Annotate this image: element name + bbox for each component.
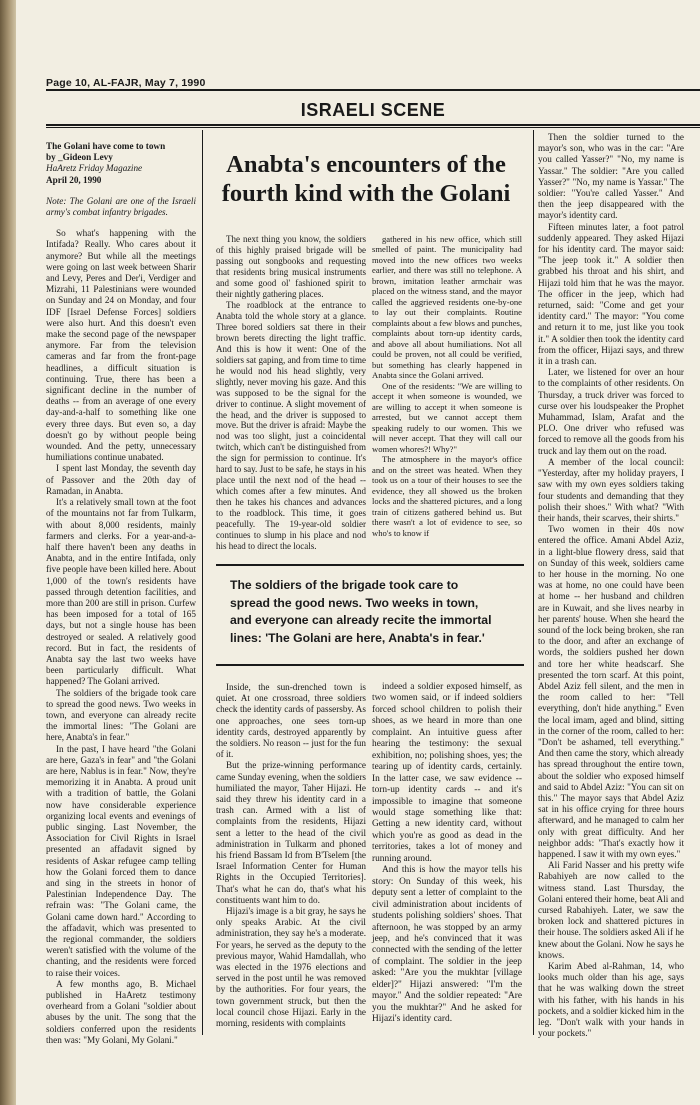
article-paragraph: It's a relatively small town at the foot of the mountains not far from Tulkarm, with about 8,000 residents, mainly farmers and clerks. For a year-and-a-half there haven't been any deaths in Anabta, and in the entire Intifada, only five people have been killed here. About 1,000 of the town's residents have passed through detention facilities, and more than 200 are still in prison. Curfew has been imposed for a total of 165 days, but not a single house has been destroyed or sealed. A relatively good record. But in fact, the residents of Anabta say the last two weeks have been particularly difficult. What happened? The Golani arrived.	[46, 497, 196, 687]
column-2-top	[216, 234, 366, 552]
byline-author: by _Gideon Levy	[46, 152, 113, 163]
article-paragraph: The soldiers of the brigade took care to spread the good news. Two weeks in town, and everyone can already recite the immortal lines: "The Golani are here, Anabta's in fear."	[46, 687, 196, 743]
article-paragraph: So what's happening with the Intifada? Really. Who cares about it anymore? But while all the meetings were going on last week between Sharir and Levy, Peres and Der'i, Verdiger and Mizrahi, 11 Palestinians were wounded on Sunday and 24 on Monday, and four IDF [Israel Defense Forces] soldiers were also hurt. And this doesn't even make the second page of the newspaper anymore. Far from the television cameras and far from the front-page headlines, a difficult situation is continuing. True, there has been a significant decline in the number of deaths -- from an average of one every day-and-a-half to something like one every three days. But even so, a day doesn't go by without people being wounded. And the petty, unnecessary humiliations continue unabated.	[46, 228, 196, 463]
section-title: ISRAELI SCENE	[300, 100, 446, 120]
pull-quote-rule-top	[216, 564, 524, 566]
article-paragraph: Hijazi's image is a bit gray, he says he only speaks Arabic. At the civil administration, they say he's a moderate. For years, he served as the deputy to the previous mayor, Wahid Hamdallah, who was elected in the 1976 elections and served in the post until he was removed by the authorities. For four years, the town government struck, but then the local council chose Hijazi. Early in the morning, residents with complaints	[216, 906, 366, 1029]
page-header	[46, 73, 700, 95]
article-paragraph: One of the residents: "We are willing to accept it when someone is wounded, we are willing to accept it when someone is arrested, but we cannot accept them speaking rudely to our women. This we will never accept. That they will call our women whores?! Why?"	[372, 380, 522, 454]
byline-source: HaAretz Friday Magazine	[46, 163, 143, 174]
article-paragraph: Ali Farid Nasser and his pretty wife Rabahiyeh are now called to the witness stand. Last Thursday, the Golani entered their home, beat Ali and cursed Rabahiyeh. Later, we saw the broken lock and shattered pictures in their house. The soldiers asked Ali if he knew about the Golani. Now he says he knows.	[538, 860, 684, 960]
article-paragraph: Karim Abed al-Rahman, 14, who looks much older than his age, says that he was walking down the street with his father, with his hands in his pockets, and a soldier kicked him in the leg. "Don't walk with your hands in your pockets."	[538, 961, 684, 1039]
section-rule-bottom	[46, 127, 700, 128]
article-paragraph: Then the soldier turned to the mayor's son, who was in the car: "Are you called Yasser?" "No, my name is Yassar." The soldier: "Are you called Yasser?" "No, my name is Yassar." The soldier: "You're called Yasser." And then the jeep disappeared with the mayor's identity card.	[538, 132, 684, 221]
article-paragraph: And this is how the mayor tells his story: On Sunday of this week, his deputy sent a letter of complaint to the civil administration about incidents of students polishing soldiers' shoes. That afternoon, he was stopped by an army jeep, and he's convinced that it was connected with the sending of the letter of complaint. The soldier in the jeep asked: "Are you the mukhtar [village elder]?" Hijazi answered: "I'm the mayor." And the soldier repeated: "Are you the mukhtar?" And he asked for Hijazi's identity card.	[372, 865, 522, 1025]
article-paragraph: A member of the local council: "Yesterday, after my holiday prayers, I saw with my own eyes soldiers taking four students and demanding that they polish their shoes." With what? "With their hands, their scarves, their shirts."	[538, 456, 684, 523]
article-paragraph: gathered in his new office, which still smelled of paint. The municipality had moved into the new offices two weeks earlier, and there was still no telephone. A brown, imitation leather armchair was placed on the witness stand, and the mayor called the aggrieved residents one-by-one to lay out their complaints. Routine complaints about a few blows and punches, complaints about torn-up identity cards, and above all about humiliations. Not all could be proven, not all could be verified, but something has clearly happened in Anabta since the Golani arrived.	[372, 234, 522, 381]
article-paragraph: The roadblock at the entrance to Anabta told the whole story at a glance. Three bored soldiers sat there in their brown berets directing the light traffic. And this is how it went: One of the soldiers sat gaping, and from time to time he would nod his head slightly, very slightly, never moving his gaze. And this was supposed to be the signal for the driver to continue. A slight movement of the head, and the driver is supposed to move. But the driver is afraid: Maybe the nod was too slight, just a coincidental twitch, which can't be distinguished from the sign for permission to continue. It's hard to say. Just to be safe, he stays in his place until the next nod of the head -- which comes after a few minutes. And then he takes his chances and advances to the roadblock. This time, it goes peacefully. The 19-year-old soldier continues to slump in his place and nod his head to direct the locals.	[216, 299, 366, 552]
article-paragraph: In the past, I have heard "the Golani are here, Gaza's in fear" and "the Golani are here, Nablus is in fear." Now, they're memorizing it in Anabta. A proud unit with a tradition of battle, the Golani now have considerable experience organizing local events and evenings of public singing. Last November, the Association for Civil Rights in Israel presented an affadavit signed by residents of Askar refugee camp telling how the Golani forced them to dance and sing in the streets in honor of Palestinian Independence Day. The refrain was: "The Golani came, the Golani came down hard." According to the affadavit, which was presented to the regional commander, the soldiers weren't satisfied with the volume of the chanting, and the residents were forced to raise their voices.	[46, 743, 196, 978]
column-3-top	[372, 234, 522, 538]
page-line: Page 10, AL-FAJR, May 7, 1990	[46, 77, 206, 89]
header-rule	[46, 89, 700, 91]
pull-quote: The soldiers of the brigade took care to spread the good news. Two weeks in town, and everyone can already recite the immortal lines: 'The Golani are here, Anabta's in fear.'	[230, 578, 492, 645]
article-paragraph: Inside, the sun-drenched town is quiet. At one crossroad, three soldiers check the identity cards of passersby. As one approaches, one sees torn-up identity cards, destroyed apparently by the soldiers. No reason -- just for the fun of it.	[216, 682, 366, 760]
byline-date: April 20, 1990	[46, 174, 102, 185]
column-4	[538, 132, 684, 1039]
article-paragraph: Later, we listened for over an hour to the complaints of other residents. On Thursday, a truck driver was forced to curse over his loudspeaker the Prophet Muhammad, Islam, Arafat and the PLO. One driver who refused was forced to remove all the goods from his truck and lay them out on the road.	[538, 367, 684, 456]
column-3-bottom	[372, 682, 522, 1026]
headline: Anabta's encounters of the fourth kind with the Golani	[221, 151, 511, 207]
article-paragraph: I spent last Monday, the seventh day of Passover and the 20th day of Ramadan, in Anabta.	[46, 463, 196, 496]
column-1	[46, 141, 196, 1046]
byline-title: The Golani have come to town	[46, 141, 166, 151]
column-2-bottom	[216, 682, 366, 1029]
article-paragraph: A few months ago, B. Michael published in HaAretz testimony overheard from a Golani "soldier about abuses by the unit. The song that the soldiers conferred upon the residents then was: "My Golani, My Golani."	[46, 978, 196, 1045]
article-paragraph: The next thing you know, the soldiers of this highly praised brigade will be passing out songbooks and requesting that residents bring musical instruments and some good ol' fashioned spirit to their nightly gathering places.	[216, 234, 366, 299]
pull-quote-rule-bottom	[216, 664, 524, 666]
article-paragraph: Two women in their 40s now entered the office. Amani Abdel Aziz, in a light-blue flowery dress, said that on Sunday of this week, soldiers came to her house in the morning. No one was at home, no one could have been at home -- her husband and children are in Kuwait, and she lives nearby in her parents' house. When she heard the sound of the lock being broken, she ran to the door, and after an exchange of words, the soldiers pushed her down and tore her white headscarf. She presented the torn scarf. At this point, Abdel Aziz fell silent, and the men in the room called to her: "Tell everything, don't hide anything." Even the local imam, aged and blind, sitting in the corner of the room, called to her: "Don't be ashamed, tell everything." And then came the story, which already has spread throughout the entire town, about the soldier who exposed himself and said to Abdel Aziz: "You can sit on this." The mayor says that Abdel Aziz sat in his office crying for three hours afterward, and he managed to calm her only with great difficulty. And her neighbor adds: "That's exactly how it happened. I saw it with my own eyes."	[538, 524, 684, 859]
column-1-body	[46, 228, 196, 1046]
article-paragraph: But the prize-winning performance came Sunday evening, when the soldiers humiliated the mayor, Taher Hijazi. He said they threw his identity card in a trash can. Armed with a list of complaints from the residents, Hijazi sent a letter to the head of the civil administration in Tulkarm and phoned his friend Bassam Id from B'Tselem [the Israel Information Center for Human Rights in the Occupied Territories]. That's what he can do, that's what his constituents want him to do.	[216, 760, 366, 905]
column-divider-4	[533, 130, 534, 1035]
article-paragraph: Fifteen minutes later, a foot patrol suddenly appeared. They asked Hijazi for his identity card. The mayor said: "The jeep took it." A soldier then grabbed his throat and his shirt, and Hijazi told him that he was the mayor. The officer in the jeep, which had returned, said: "Come and get your identity card." The mayor: "You come and return it to me, just like you took it." A soldier then took the identity card from the officer, Hijazi says, and threw it in a trash can.	[538, 221, 684, 367]
editor-note: Note: The Golani are one of the Israeli army's combat infantry brigades.	[46, 195, 196, 218]
article-paragraph: The atmosphere in the mayor's office and on the street was heated. When they took us on a tour of their houses to see the evidence, they all showed us the broken locks and the shattered pictures, and a long train of citizens gathered behind us. But there wasn't a lot of evidence to see, so who's to know if	[372, 454, 522, 538]
column-divider-1	[202, 130, 203, 1035]
byline	[46, 141, 196, 186]
section-rule-top	[46, 124, 700, 126]
article-paragraph: indeed a soldier exposed himself, as two women said, or if indeed soldiers forced school children to polish their shoes, as we heard in more than one complaint. An intuitive guess after hearing the testimony: the sexual exhibition, no; polishing shoes, yes; the tearing up of identity cards, certainly. In the latter case, we saw evidence -- torn-up identity cards -- and it's impossible to imagine that someone would stage something like that: Getting a new identity card, without which you're as good as dead in the territories, takes a lot of money and running around.	[372, 682, 522, 864]
book-spine	[0, 0, 16, 1105]
